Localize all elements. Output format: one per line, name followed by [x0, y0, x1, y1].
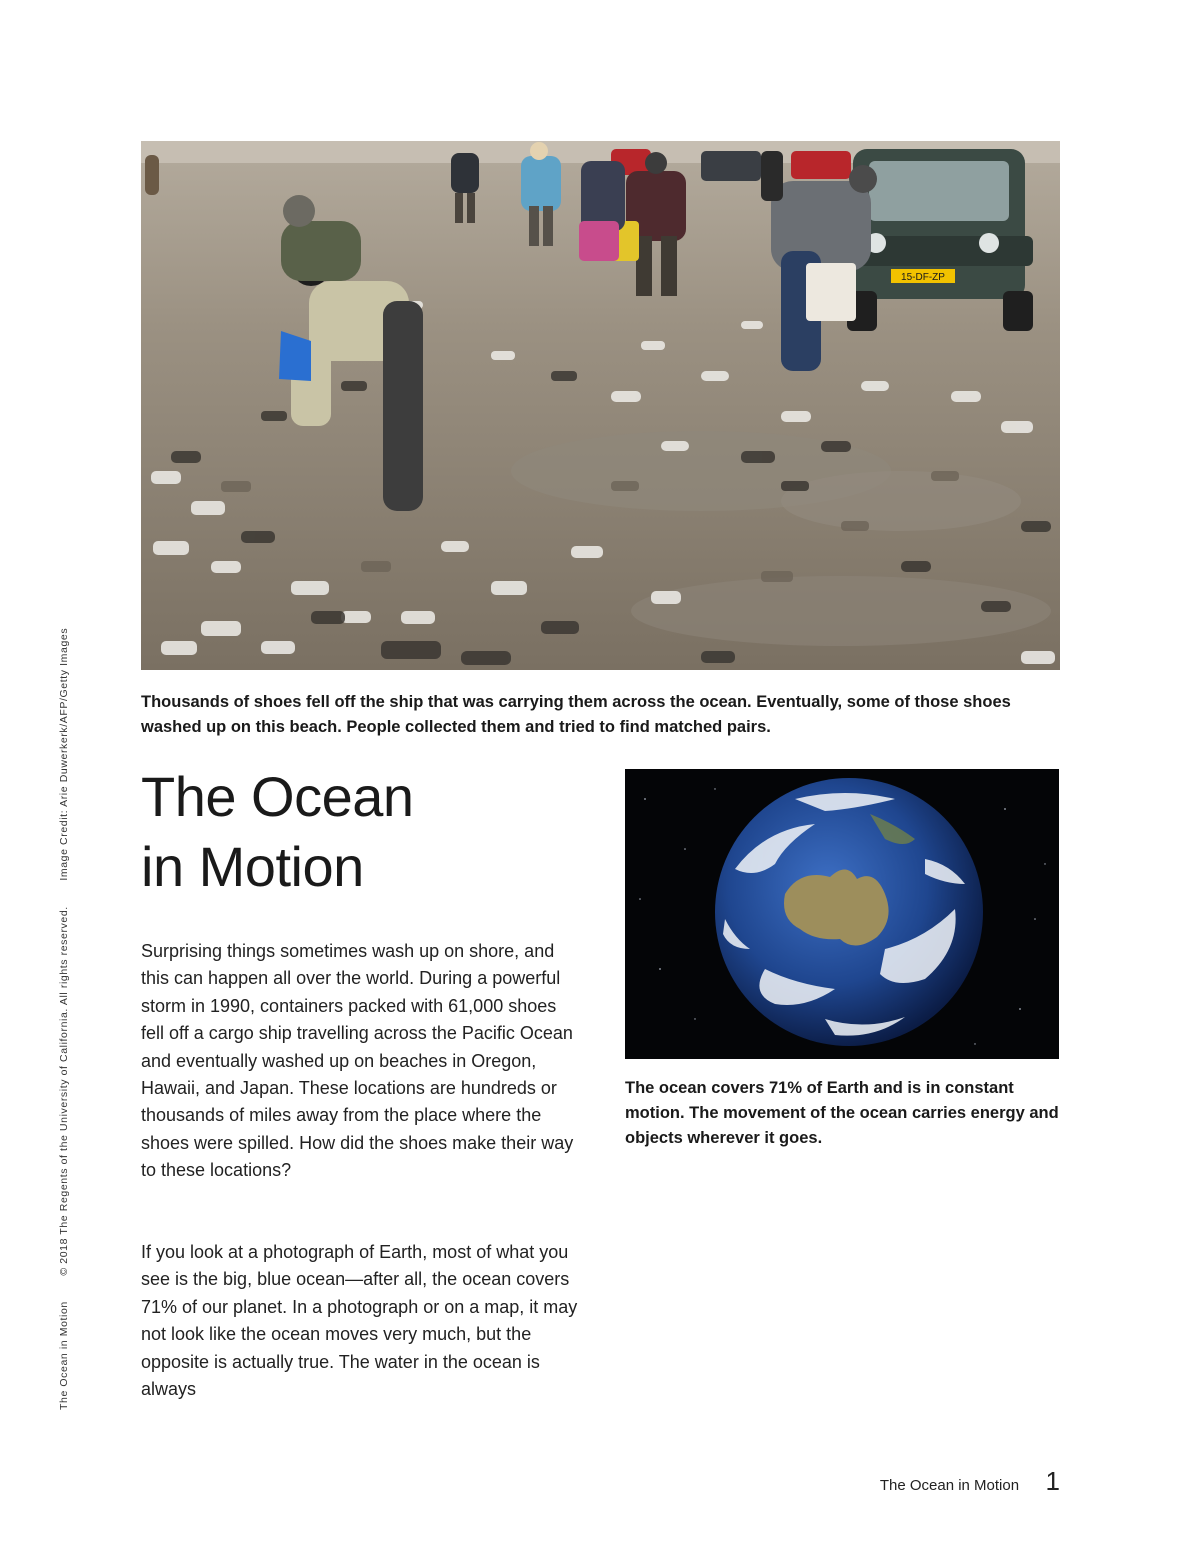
side-credit: [58, 606, 70, 1410]
earth-photo: [625, 769, 1059, 1059]
body-paragraph-1: Surprising things sometimes wash up on shore, and this can happen all over the world. During a powerful storm in 1990, containers packed with 61,000 shoes fell off a cargo ship travelling across the Pacific Ocean and eventually washed up on beaches in Oregon, Hawaii, and Japan. These locations are hundreds or thousands of miles away from the place where the shoes were spilled. How did the shoes make their way to these locations?: [141, 941, 574, 1181]
side-credit-unit: The Ocean in Motion: [58, 1301, 70, 1410]
earth-photo-caption: The ocean covers 71% of Earth and is in constant motion. The movement of the ocean carries energy and objects wherever it goes.: [625, 1079, 1059, 1147]
page-title: [141, 762, 414, 902]
license-plate: 15-DF-ZP: [901, 272, 945, 283]
page-title-line-1: The Ocean: [141, 765, 414, 828]
page-title-line-2: in Motion: [141, 835, 364, 898]
body-paragraph-2: If you look at a photograph of Earth, most of what you see is the big, blue ocean—after all, the ocean covers 71% of our planet. In a photograph or on a map, it may not look like the ocean moves very much, but the opposite is actually true. The water in the ocean is always: [141, 1242, 578, 1400]
hero-photo-caption: Thousands of shoes fell off the ship that was carrying them across the ocean. Eventually, some of those shoes washed up on this beach. People collected them and tried to find matched pairs.: [141, 693, 1011, 736]
footer-title: The Ocean in Motion: [879, 1477, 1020, 1494]
side-credit-copyright: © 2018 The Regents of the University of California. All rights reserved.: [58, 906, 70, 1276]
beach-shoes-photo: [141, 141, 1060, 670]
page-number: 1: [1045, 1466, 1060, 1496]
page-footer: [880, 1466, 1060, 1497]
side-credit-image: Image Credit: Arie Duwerkerk/AFP/Getty Images: [58, 627, 70, 881]
